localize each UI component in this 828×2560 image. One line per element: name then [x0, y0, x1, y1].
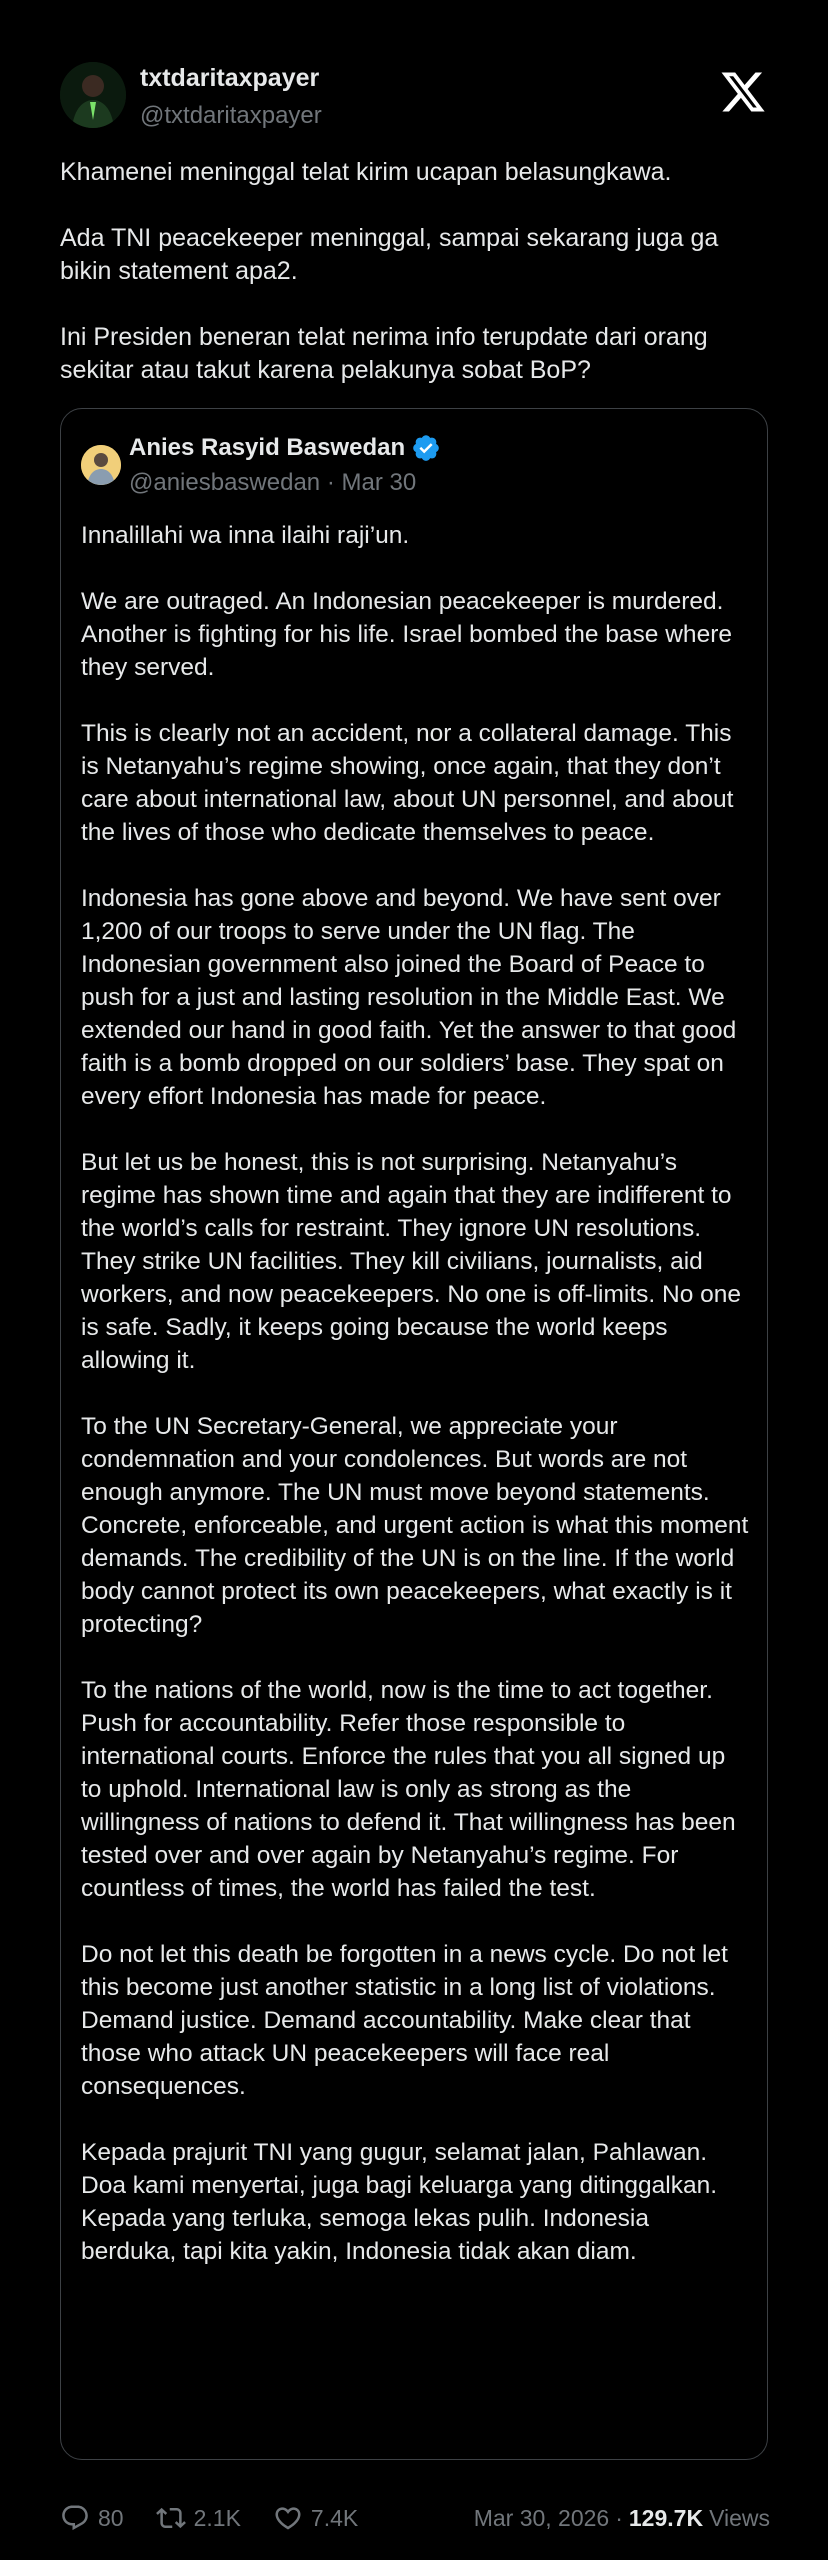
quoted-paragraph: Do not let this death be forgotten in a news cycle. Do not let this become just another statistic in a long list of violations. Demand justice. Demand accountability. Make clear that those who attack UN peacekeepers will face real consequences. [81, 1941, 728, 2100]
tweet-text [60, 156, 770, 420]
quoted-date[interactable]: Mar 30 [341, 469, 417, 496]
quoted-paragraph: This is clearly not an accident, nor a collateral damage. This is Netanyahu’s regime showing, once again, that they don’t care about international law, about UN personnel, and about the lives of those who dedicate themselves to peace. [81, 720, 734, 846]
reply-button[interactable] [60, 2503, 124, 2533]
views-label: Views [709, 2504, 770, 2531]
repost-icon [156, 2503, 186, 2533]
quoted-author-avatar[interactable] [81, 445, 121, 485]
tweet-actions [60, 2496, 770, 2540]
quoted-text [81, 519, 749, 2268]
like-button[interactable] [273, 2503, 358, 2533]
repost-button[interactable] [156, 2503, 241, 2533]
verified-badge-icon [411, 433, 441, 463]
reply-icon [60, 2503, 90, 2533]
tweet-header [60, 62, 768, 134]
quoted-tweet[interactable] [60, 408, 768, 2460]
quoted-author-handle[interactable]: @aniesbaswedan [129, 469, 321, 496]
tweet-paragraph: Ini Presiden beneran telat nerima info terupdate dari orang sekitar atau takut karena pelakunya sobat BoP? [60, 323, 708, 384]
views-count: 129.7K [628, 2504, 704, 2531]
quoted-paragraph: Innalillahi wa inna ilaihi raji’un. [81, 522, 410, 549]
quoted-paragraph: Kepada prajurit TNI yang gugur, selamat jalan, Pahlawan. Doa kami menyertai, juga bagi keluarga yang ditinggalkan. Kepada yang terluka, semoga lekas pulih. Indonesia berduka, tapi kita yakin, Indonesia tidak akan diam. [81, 2139, 718, 2265]
quoted-paragraph: Indonesia has gone above and beyond. We have sent over 1,200 of our troops to serve under the UN flag. The Indonesian government also joined the Board of Peace to push for a just and lasting resolution in the Middle East. We extended our hand in good faith. Yet the answer to that good faith is a bomb dropped on our soldiers’ base. They spat on every effort Indonesia has made for peace. [81, 885, 737, 1110]
quoted-meta [129, 469, 416, 497]
reply-count: 80 [98, 2504, 124, 2531]
like-count: 7.4K [310, 2504, 359, 2531]
tweet-paragraph: Ada TNI peacekeeper meninggal, sampai sekarang juga ga bikin statement apa2. [60, 224, 719, 285]
meta-separator: · [320, 469, 342, 496]
tweet-meta [474, 2505, 770, 2532]
tweet-date[interactable]: Mar 30, 2026 [473, 2504, 610, 2531]
meta-separator: · [615, 2504, 623, 2531]
quoted-author-name-text: Anies Rasyid Baswedan [129, 434, 406, 461]
quoted-paragraph: To the UN Secretary-General, we appreciate your condemnation and your condolences. But words are not enough anymore. The UN must move beyond statements. Concrete, enforceable, and urgent action is what this moment demands. The credibility of the UN is on the line. If the world body cannot protect its own peacekeepers, what exactly is it protecting? [81, 1413, 749, 1638]
tweet-paragraph: Khamenei meninggal telat kirim ucapan belasungkawa. [60, 158, 672, 186]
repost-count: 2.1K [193, 2504, 241, 2531]
heart-icon [273, 2503, 303, 2533]
quoted-author-name[interactable] [129, 433, 441, 463]
author-name[interactable]: txtdaritaxpayer [140, 64, 320, 92]
author-handle[interactable]: @txtdaritaxpayer [140, 102, 322, 129]
quoted-paragraph: To the nations of the world, now is the time to act together. Push for accountability. Refer those responsible to international courts. Enforce the rules that you all signed up to uphold. International law is only as strong as the willingness of nations to defend it. That willingness has been tested over and over again by Netanyahu’s regime. For countless of times, the world has failed the test. [81, 1677, 736, 1902]
author-avatar[interactable] [60, 62, 126, 128]
quoted-paragraph: But let us be honest, this is not surprising. Netanyahu’s regime has shown time and again that they are indifferent to the world’s calls for restraint. They ignore UN resolutions. They strike UN facilities. They kill civilians, journalists, aid workers, and now peacekeepers. No one is off-limits. No one is safe. Sadly, it keeps going because the world keeps allowing it. [81, 1149, 742, 1374]
quoted-paragraph: We are outraged. An Indonesian peacekeeper is murdered. Another is fighting for his life. Israel bombed the base where they served. [81, 588, 732, 681]
x-logo-icon [718, 68, 768, 116]
